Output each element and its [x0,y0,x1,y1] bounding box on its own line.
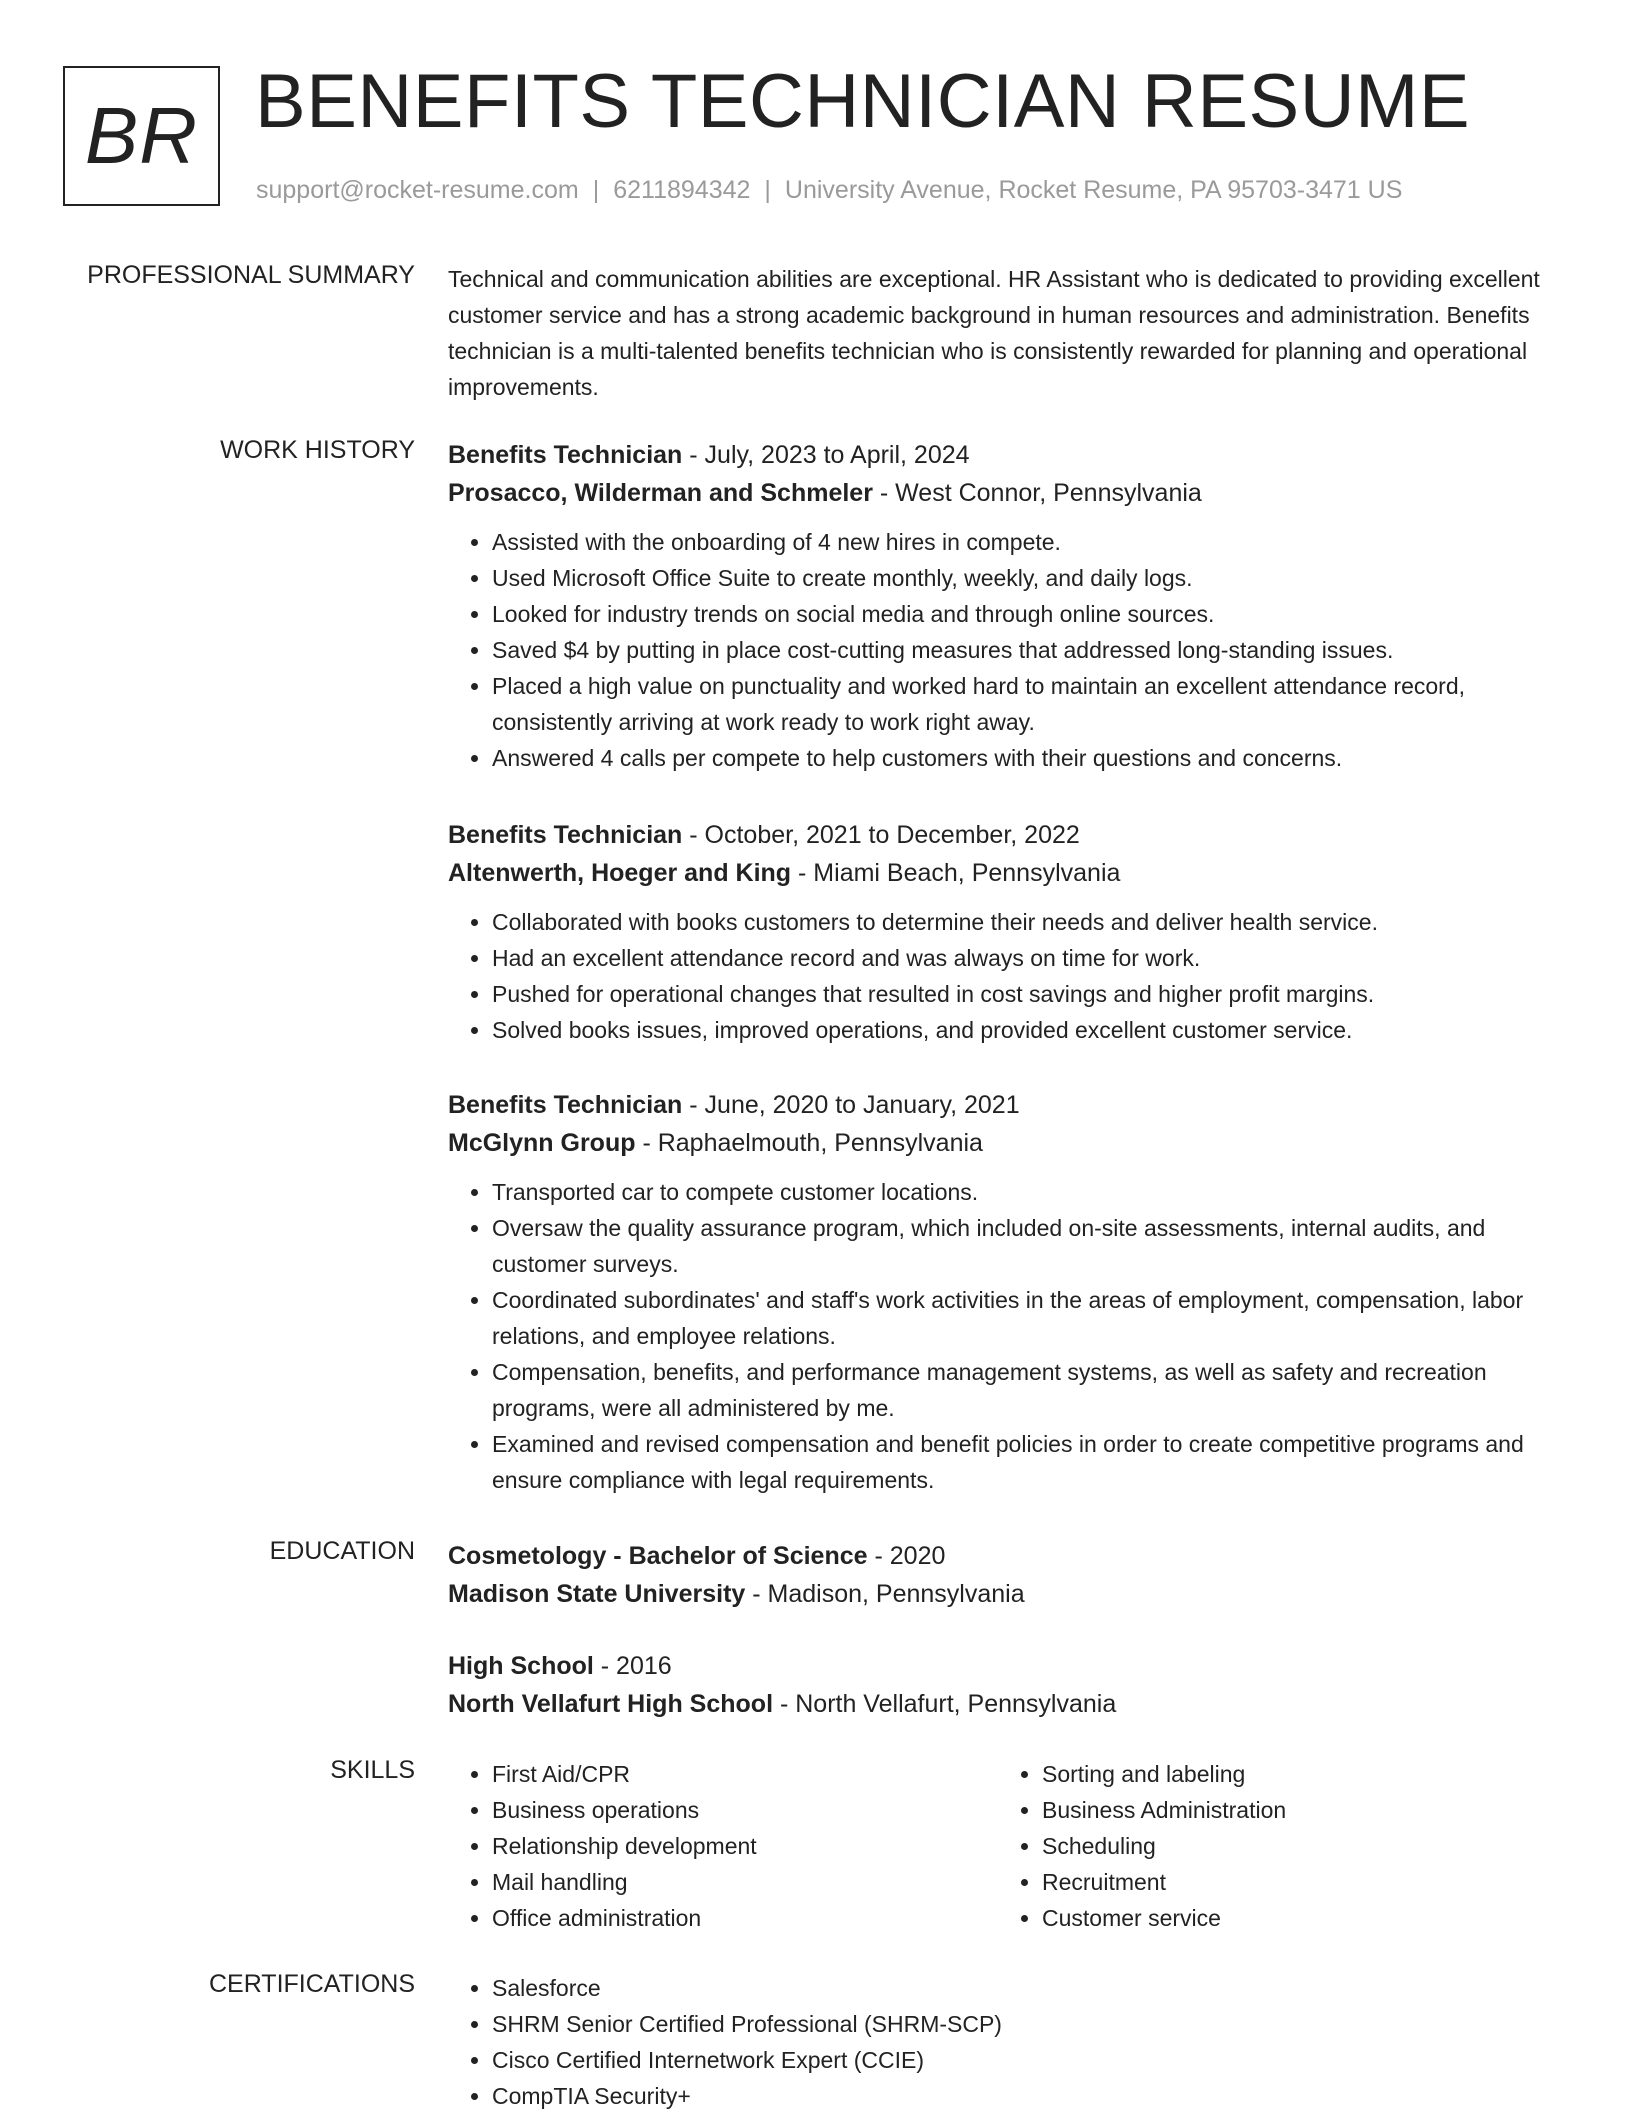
job-entry [448,816,1570,1048]
skills-columns [448,1756,1570,1936]
job-entry [448,1086,1570,1498]
list-item: • Placed a high value on punctuality and worked hard to maintain an excellent attendance record, consistently arriving at work ready to work right away. [492,668,1570,740]
school: Madison State University [448,1580,746,1608]
school-line [448,1575,1570,1613]
list-item: • Coordinated subordinates' and staff's work activities in the areas of employment, compensation, labor relations, and employee relations. [492,1282,1570,1354]
job-title: Benefits Technician [448,441,683,469]
list-item: • Business operations [492,1792,998,1828]
school-location: - North Vellafurt, Pennsylvania [773,1690,1117,1718]
list-item: • Recruitment [1042,1864,1548,1900]
monogram-box: BR [63,66,220,206]
summary-text: Technical and communication abilities are exceptional. HR Assistant who is dedicated to providing excellent customer service and has a strong academic background in human resources and administration. Benefits technician is a multi-talented benefits technician who is consistently rewarded for planning and operational improvements. [448,266,1540,400]
list-item: • Office administration [492,1900,998,1936]
certifications-list [448,1970,1570,2114]
job-dates: - June, 2020 to January, 2021 [682,1091,1020,1119]
list-item: • Transported car to compete customer locations. [492,1174,1570,1210]
list-item: • Assisted with the onboarding of 4 new hires in compete. [492,524,1570,560]
job-title: Benefits Technician [448,1091,683,1119]
degree-line [448,1647,1570,1685]
contact-line [256,176,1402,205]
list-item: • Answered 4 calls per compete to help customers with their questions and concerns. [492,740,1570,776]
list-item: • Pushed for operational changes that resulted in cost savings and higher profit margins. [492,976,1570,1012]
school-location: - Madison, Pennsylvania [745,1580,1025,1608]
degree-year: - 2016 [593,1652,672,1680]
contact-phone[interactable]: 6211894342 [613,176,751,204]
list-item: • Compensation, benefits, and performance management systems, as well as safety and recreation programs, were all administered by me. [492,1354,1570,1426]
job-dates: - October, 2021 to December, 2022 [682,821,1080,849]
job-location: - Raphaelmouth, Pennsylvania [635,1129,983,1157]
job-title-line [448,816,1570,854]
degree: High School [448,1652,594,1680]
degree-line [448,1537,1570,1575]
job-company: Prosacco, Wilderman and Schmeler [448,479,873,507]
section-label-work: WORK HISTORY [220,436,415,464]
job-bullets [448,904,1570,1048]
job-dates: - July, 2023 to April, 2024 [682,441,970,469]
contact-address: University Avenue, Rocket Resume, PA 95703-3471 US [784,176,1403,204]
job-entry [448,436,1570,776]
school: North Vellafurt High School [448,1690,774,1718]
list-item: • Used Microsoft Office Suite to create monthly, weekly, and daily logs. [492,560,1570,596]
job-location: - West Connor, Pennsylvania [872,479,1202,507]
skills-list-right [998,1756,1548,1936]
list-item: • Looked for industry trends on social media and through online sources. [492,596,1570,632]
contact-separator: | [592,176,600,204]
list-item: • Collaborated with books customers to determine their needs and deliver health service. [492,904,1570,940]
list-item: • First Aid/CPR [492,1756,998,1792]
education-entry [448,1647,1570,1723]
school-line [448,1685,1570,1723]
job-company-line [448,1124,1570,1162]
job-bullets [448,1174,1570,1498]
job-location: - Miami Beach, Pennsylvania [791,859,1121,887]
section-label-education: EDUCATION [269,1537,415,1565]
list-item: • Saved $4 by putting in place cost-cutting measures that addressed long-standing issues. [492,632,1570,668]
job-title: Benefits Technician [448,821,683,849]
list-item: • Customer service [1042,1900,1548,1936]
job-company-line [448,474,1570,512]
section-label-certifications: CERTIFICATIONS [208,1970,415,1998]
list-item: • SHRM Senior Certified Professional (SHRM-SCP) [492,2006,1570,2042]
list-item: • Solved books issues, improved operations, and provided excellent customer service. [492,1012,1570,1048]
list-item: • CompTIA Security+ [492,2078,1570,2114]
job-title-line [448,1086,1570,1124]
list-item: • Relationship development [492,1828,998,1864]
section-label-summary: PROFESSIONAL SUMMARY [87,261,415,289]
contact-email[interactable]: support@rocket-resume.com [256,176,579,204]
degree: Cosmetology - Bachelor of Science [448,1542,868,1570]
job-company: McGlynn Group [448,1129,636,1157]
list-item: • Had an excellent attendance record and was always on time for work. [492,940,1570,976]
degree-year: - 2020 [867,1542,946,1570]
job-company-line [448,854,1570,892]
list-item: • Examined and revised compensation and benefit policies in order to create competitive programs and ensure compliance with legal requirements. [492,1426,1570,1498]
list-item: • Mail handling [492,1864,998,1900]
contact-separator: | [764,176,771,204]
skills-list-left [448,1756,998,1936]
list-item: • Sorting and labeling [1042,1756,1548,1792]
list-item: • Oversaw the quality assurance program, which included on-site assessments, internal audits, and customer surveys. [492,1210,1570,1282]
list-item: • Cisco Certified Internetwork Expert (CCIE) [492,2042,1570,2078]
list-item: • Scheduling [1042,1828,1548,1864]
education-entry [448,1537,1570,1613]
list-item: • Business Administration [1042,1792,1548,1828]
job-company: Altenwerth, Hoeger and King [448,859,792,887]
resume-header [63,59,1592,214]
job-bullets [448,524,1570,776]
resume-title: BENEFITS TECHNICIAN RESUME [255,59,1471,144]
list-item: • Salesforce [492,1970,1570,2006]
job-title-line [448,436,1570,474]
section-label-skills: SKILLS [330,1756,415,1784]
